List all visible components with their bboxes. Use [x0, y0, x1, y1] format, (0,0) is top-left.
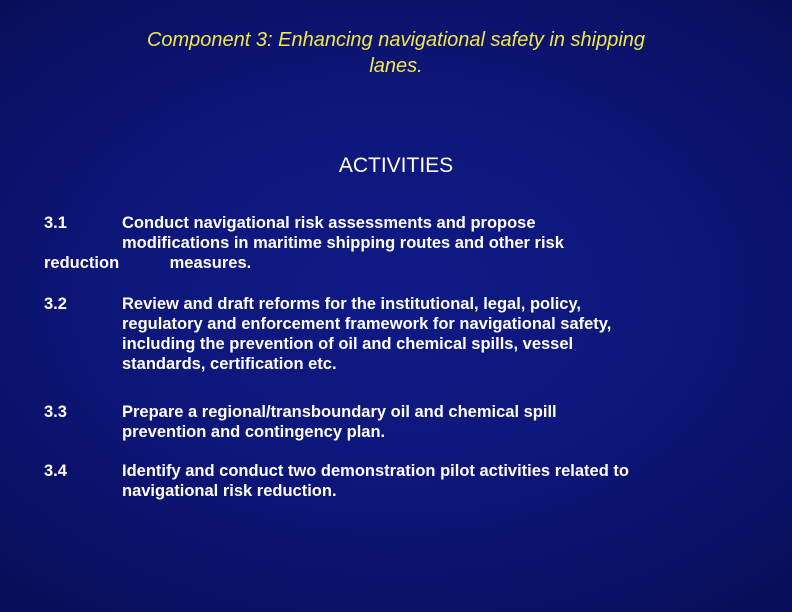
activity-text: Prepare a regional/transboundary oil and chemical spill prevention and contingency plan. [122, 403, 557, 441]
activity-number: 3.3 [44, 403, 67, 421]
activity-item [44, 213, 764, 273]
slide-title: Component 3: Enhancing navigational safety in shipping lanes. [146, 29, 646, 77]
activity-item [44, 461, 764, 501]
activity-text-line: reduction measures. [44, 254, 252, 272]
activity-number: 3.4 [44, 462, 67, 480]
activity-number: 3.2 [44, 295, 67, 313]
activity-number: 3.1 [44, 214, 67, 232]
activity-text: Identify and conduct two demonstration pilot activities related to navigational risk reduction. [122, 462, 629, 500]
activity-text-line: modifications in maritime shipping routes and other risk [122, 234, 564, 252]
activity-item [44, 402, 764, 442]
activity-text-line: Conduct navigational risk assessments and propose [122, 214, 536, 232]
activity-text: Review and draft reforms for the institutional, legal, policy, regulatory and enforcement framework for navigational safety, including the prevention of oil and chemical spills, vessel standards, certification etc. [122, 295, 612, 373]
section-heading: ACTIVITIES [338, 154, 454, 177]
activity-item [44, 294, 764, 374]
